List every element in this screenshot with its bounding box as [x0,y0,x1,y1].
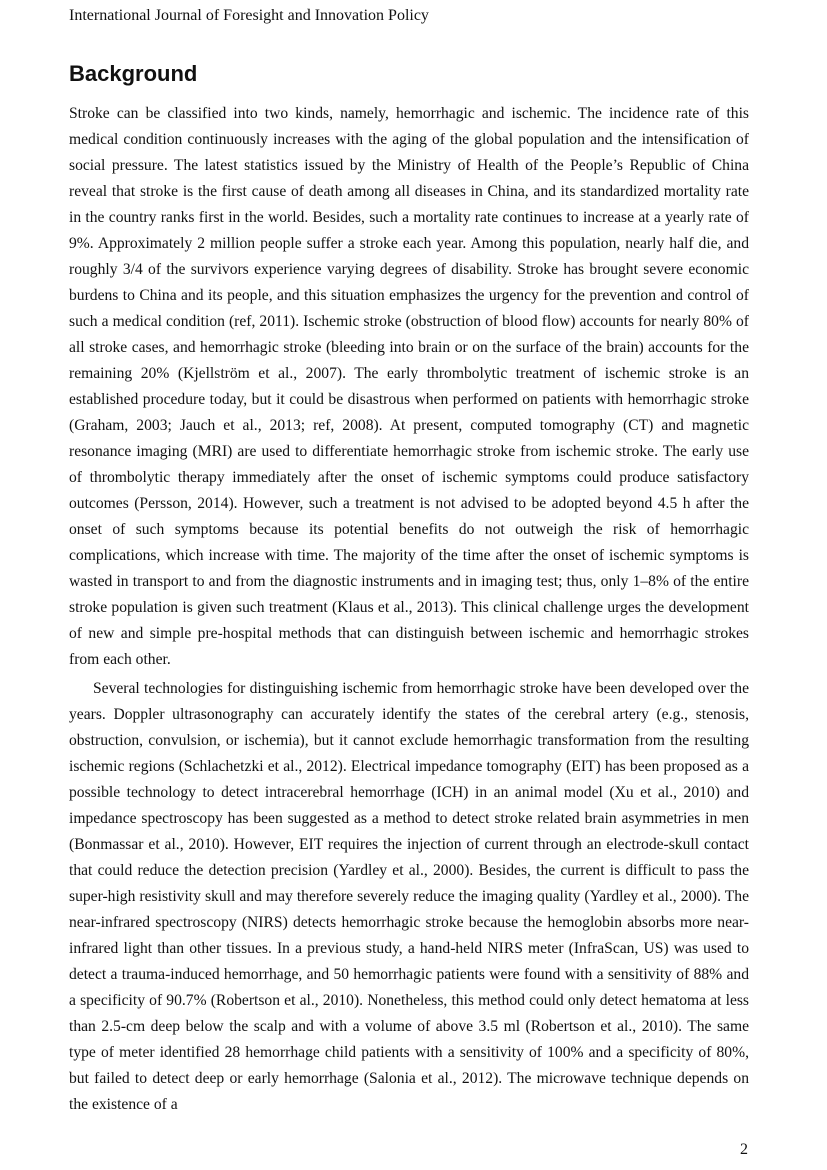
section-heading: Background [69,61,198,86]
paragraph-2: Several technologies for distinguishing ischemic from hemorrhagic stroke have been developed over the years. Doppler ultrasonography can accurately identify the states of the cerebral artery (e.g., stenosis, obstruction, convulsion, or ischemia), but it cannot exclude hemorrhagic transformation from the resulting ischemic regions (Schlachetzki et al., 2012). Electrical impedance tomography (EIT) has been proposed as a possible technology to detect intracerebral hemorrhage (ICH) in an animal model (Xu et al., 2010) and impedance spectroscopy has been suggested as a method to detect stroke related brain asymmetries in men (Bonmassar et al., 2010). However, EIT requires the injection of current through an electrode-skull contact that could reduce the detection precision (Yardley et al., 2000). Besides, the current is difficult to pass the super-high resistivity skull and may therefore severely reduce the imaging quality (Yardley et al., 2000). The near-infrared spectroscopy (NIRS) detects hemorrhagic stroke because the hemoglobin absorbs more near-infrared light than other tissues. In a previous study, a hand-held NIRS meter (InfraScan, US) was used to detect a trauma-induced hemorrhage, and 50 hemorrhagic patients were found with a sensitivity of 88% and a specificity of 90.7% (Robertson et al., 2010). Nonetheless, this method could only detect hematoma at less than 2.5-cm deep below the scalp and with a volume of above 3.5 ml (Robertson et al., 2010). The same type of meter identified 28 hemorrhage child patients with a sensitivity of 100% and a specificity of 80%, but failed to detect deep or early hemorrhage (Salonia et al., 2012). The microwave technique depends on the existence of a [69,680,749,1113]
page-number: 2 [740,1141,748,1158]
running-header: International Journal of Foresight and Innovation Policy [69,7,429,24]
paragraph-1: Stroke can be classified into two kinds, namely, hemorrhagic and ischemic. The incidence rate of this medical condition continuously increases with the aging of the global population and the intensification of social pressure. The latest statistics issued by the Ministry of Health of the People’s Republic of China reveal that stroke is the first cause of death among all diseases in China, and its standardized mortality rate in the country ranks first in the world. Besides, such a mortality rate continues to increase at a yearly rate of 9%. Approximately 2 million people suffer a stroke each year. Among this population, nearly half die, and roughly 3/4 of the survivors experience varying degrees of disability. Stroke has brought severe economic burdens to China and its people, and this situation emphasizes the urgency for the prevention and control of such a medical condition (ref, 2011). Ischemic stroke (obstruction of blood flow) accounts for nearly 80% of all stroke cases, and hemorrhagic stroke (bleeding into brain or on the surface of the brain) accounts for the remaining 20% (Kjellström et al., 2007). The early thrombolytic treatment of ischemic stroke is an established procedure today, but it could be disastrous when performed on patients with hemorrhagic stroke (Graham, 2003; Jauch et al., 2013; ref, 2008). At present, computed tomography (CT) and magnetic resonance imaging (MRI) are used to differentiate hemorrhagic stroke from ischemic stroke. The early use of thrombolytic therapy immediately after the onset of ischemic symptoms could produce satisfactory outcomes (Persson, 2014). However, such a treatment is not advised to be adopted beyond 4.5 h after the onset of such symptoms because its potential benefits do not outweigh the risk of hemorrhagic complications, which increase with time. The majority of the time after the onset of ischemic symptoms is wasted in transport to and from the diagnostic instruments and in imaging test; thus, only 1–8% of the entire stroke population is given such treatment (Klaus et al., 2013). This clinical challenge urges the development of new and simple pre-hospital methods that can distinguish between ischemic and hemorrhagic strokes from each other. [69,105,749,668]
body-text [69,101,749,1118]
